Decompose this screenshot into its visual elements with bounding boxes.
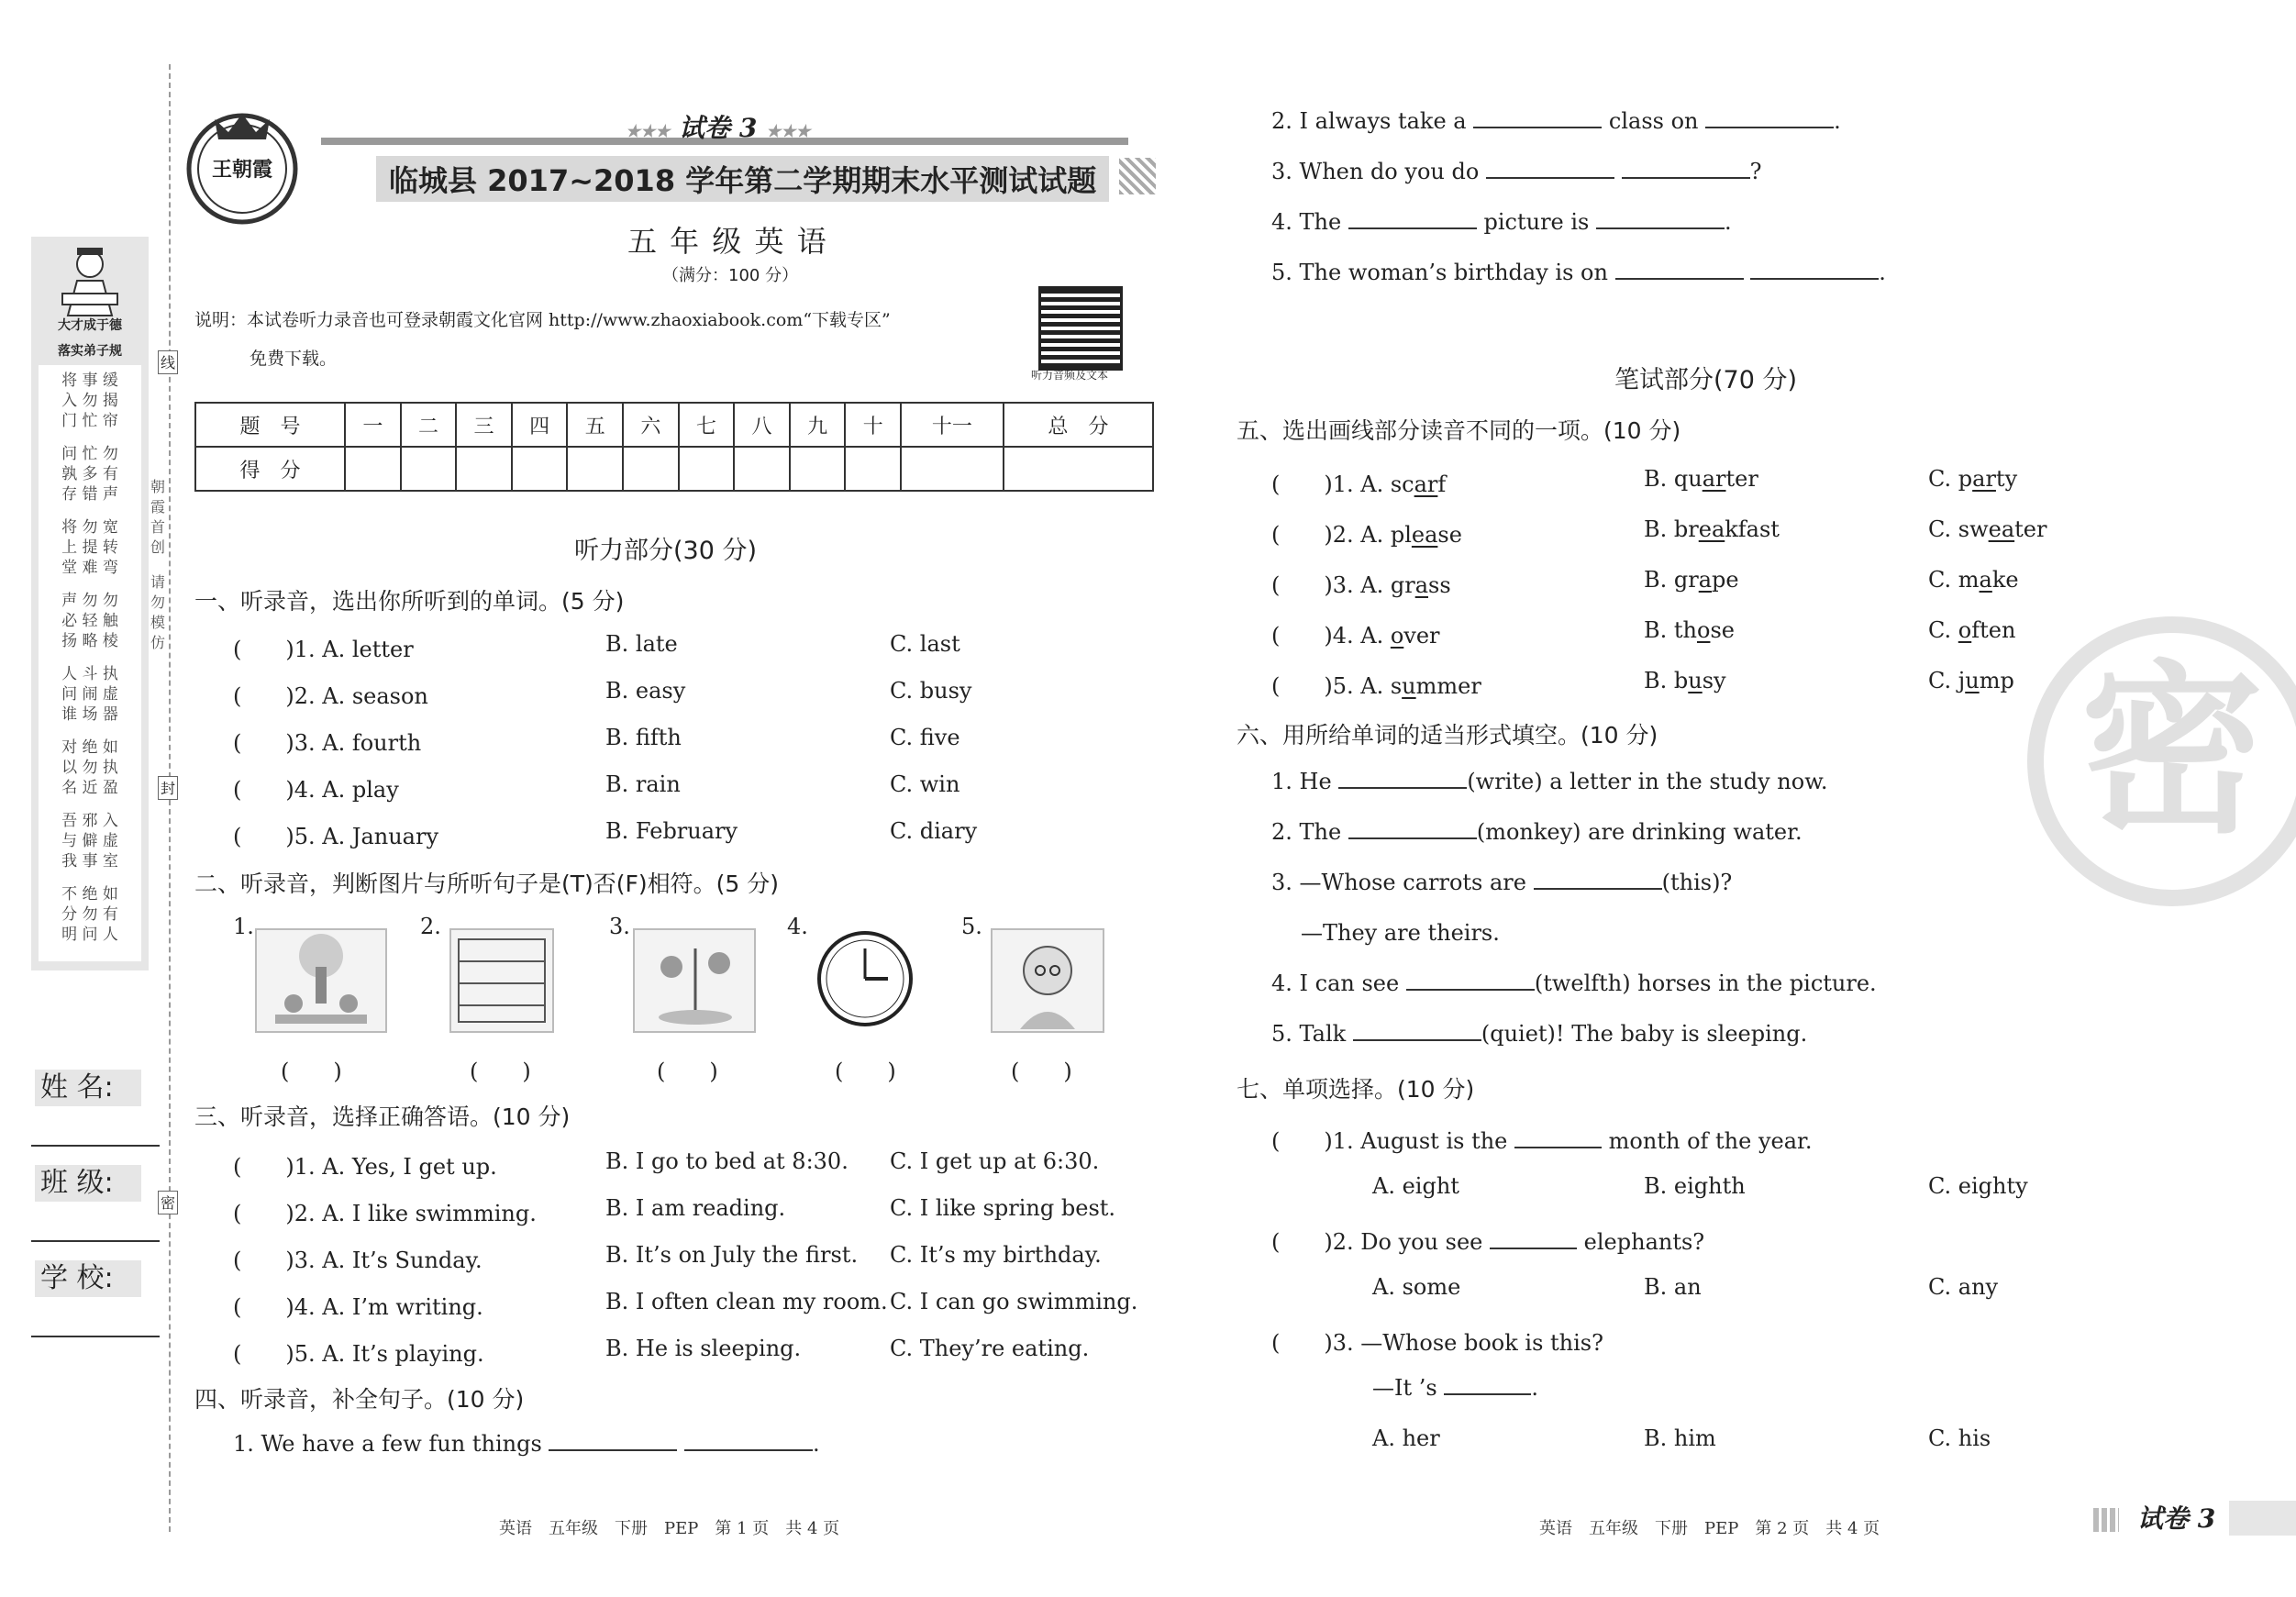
fill-blank[interactable] — [1615, 261, 1744, 280]
part7-q2-option-a[interactable]: A. some — [1372, 1274, 1461, 1300]
part3-option-c[interactable]: C. I get up at 6:30. — [890, 1148, 1100, 1174]
logo-text: 王朝霞 — [211, 158, 272, 182]
motto-row: 上 提 转 — [61, 538, 118, 557]
part3-option-c[interactable]: C. I can go swimming. — [890, 1289, 1138, 1314]
paper-tag: ★★★ 试卷 3 ★★★ — [626, 113, 811, 143]
part1-option-b[interactable]: B. easy — [605, 678, 686, 704]
part3-option-b[interactable]: B. It’s on July the first. — [605, 1242, 859, 1268]
part1-option-a[interactable]: ( )5. A. January — [233, 824, 439, 849]
part5-option-c[interactable]: C. make — [1928, 567, 2019, 593]
vertical-note-1: 朝霞首创 — [150, 478, 166, 556]
score-cell[interactable] — [456, 447, 512, 491]
part7-q3-option-b[interactable]: B. him — [1644, 1425, 1716, 1451]
part2-answer-paren[interactable]: ( ) — [1011, 1059, 1072, 1084]
fill-blank[interactable] — [1490, 1231, 1577, 1249]
part2-answer-paren[interactable]: ( ) — [657, 1059, 718, 1084]
seal-feng-char: 封 — [158, 776, 178, 800]
part6-sentence-3: 3. —Whose carrots are (this)? — [1271, 870, 1733, 895]
part7-question-2: ( )2. Do you see elephants? — [1271, 1229, 1705, 1255]
part4-sentence-2: 2. I always take a class on . — [1271, 108, 1841, 134]
footer-tag: 试卷 3 — [2137, 1503, 2216, 1534]
motto-top-1: 大才成于德 — [58, 318, 122, 333]
score-cell[interactable] — [734, 447, 790, 491]
part7-q2-option-b[interactable]: B. an — [1644, 1274, 1702, 1300]
part6-sentence-2: 2. The (monkey) are drinking water. — [1271, 819, 1802, 845]
school-field[interactable] — [31, 1336, 160, 1337]
fill-blank[interactable] — [1348, 821, 1477, 839]
score-cell[interactable] — [845, 447, 901, 491]
part5-option-c[interactable]: C. party — [1928, 466, 2018, 492]
part5-option-c[interactable]: C. often — [1928, 617, 2016, 643]
secret-seal-watermark — [2027, 616, 2296, 906]
part7-question-3: ( )3. —Whose book is this? — [1271, 1330, 1603, 1356]
picture-label: 5. — [961, 914, 982, 939]
exam-title: 临城县 2017~2018 学年第二学期期末水平测试试题 — [376, 156, 1109, 202]
part1-option-b[interactable]: B. late — [605, 631, 678, 657]
fill-blank[interactable] — [1348, 211, 1477, 229]
part7-question-3-reply: —It ’s . — [1372, 1375, 1538, 1401]
part1-option-c[interactable]: C. win — [890, 771, 960, 797]
motto-row: 人 斗 执 — [61, 665, 118, 683]
score-header-cell: 总 分 — [1004, 403, 1153, 447]
part4-sentence-5: 5. The woman’s birthday is on . — [1271, 260, 1886, 285]
part1-option-b[interactable]: B. rain — [605, 771, 681, 797]
score-cell[interactable] — [679, 447, 735, 491]
part5-option-a[interactable]: ( )1. A. scarf — [1271, 471, 1447, 497]
score-header-cell: 三 — [456, 403, 512, 447]
motto-row: 明 问 人 — [61, 926, 118, 944]
part2-answer-paren[interactable]: ( ) — [835, 1059, 896, 1084]
watermark-char: 密 — [2080, 645, 2264, 859]
fill-blank[interactable] — [1596, 211, 1725, 229]
fill-blank[interactable] — [1534, 871, 1662, 890]
fill-blank[interactable] — [1486, 161, 1614, 179]
part3-option-b[interactable]: B. I often clean my room. — [605, 1289, 888, 1314]
motto-row: 声 勿 勿 — [61, 592, 118, 610]
seal-mi-char: 密 — [158, 1191, 178, 1214]
picture-label: 3. — [609, 914, 630, 939]
score-header-cell: 题 号 — [195, 403, 345, 447]
star-icon: ★★★ — [766, 122, 811, 141]
score-cell[interactable] — [345, 447, 401, 491]
fill-blank[interactable] — [1406, 972, 1535, 991]
class-label: 班 级: — [35, 1165, 141, 1202]
motto-row: 不 绝 如 — [61, 885, 118, 904]
part5-option-b[interactable]: B. grape — [1644, 567, 1739, 593]
score-cell[interactable] — [512, 447, 568, 491]
part6-sentence-4: 4. I can see (twelfth) horses in the picture. — [1271, 970, 1877, 996]
part5-option-a[interactable]: ( )3. A. grass — [1271, 572, 1451, 598]
part7-question-1: ( )1. August is the month of the year. — [1271, 1128, 1813, 1154]
clock-icon — [815, 928, 915, 1029]
fill-blank[interactable] — [1338, 771, 1467, 789]
motto-row: 孰 多 有 — [61, 465, 118, 483]
part3-option-a[interactable]: ( )4. A. I’m writing. — [233, 1294, 483, 1320]
motto-panel — [39, 365, 141, 961]
fill-blank[interactable] — [1473, 110, 1602, 128]
part5-option-b[interactable]: B. quarter — [1644, 466, 1758, 492]
part7-q1-option-c[interactable]: C. eighty — [1928, 1173, 2028, 1199]
score-row-label: 得 分 — [195, 447, 345, 491]
scholar-illustration — [59, 244, 121, 317]
score-header-cell: 八 — [734, 403, 790, 447]
motto-row: 与 僻 虚 — [61, 832, 118, 850]
part7-title: 七、单项选择。(10 分) — [1237, 1076, 1475, 1103]
motto-row: 吾 邪 入 — [61, 812, 118, 830]
part1-option-c[interactable]: C. diary — [890, 818, 978, 844]
picture-woman-thinking — [991, 928, 1104, 1033]
part5-option-a[interactable]: ( )2. A. please — [1271, 522, 1462, 548]
part7-q1-option-a[interactable]: A. eight — [1372, 1173, 1459, 1199]
picture-label: 1. — [233, 914, 254, 939]
motto-row: 将 勿 宽 — [61, 518, 118, 537]
score-header-cell: 七 — [679, 403, 735, 447]
fill-blank[interactable] — [1514, 1130, 1602, 1148]
part6-sentence-3-reply: —They are theirs. — [1301, 920, 1500, 946]
name-label: 姓 名: — [35, 1070, 141, 1106]
part1-option-a[interactable]: ( )2. A. season — [233, 683, 428, 709]
part7-q1-option-b[interactable]: B. eighth — [1644, 1173, 1746, 1199]
picture-planting-tree — [633, 928, 756, 1033]
score-cell[interactable] — [623, 447, 679, 491]
part1-option-c[interactable]: C. five — [890, 725, 960, 750]
score-cell[interactable] — [401, 447, 457, 491]
fill-blank[interactable] — [1353, 1023, 1481, 1041]
motto-row: 问 忙 勿 — [61, 445, 118, 463]
fill-blank[interactable] — [1622, 161, 1750, 179]
motto-row: 门 忙 帘 — [61, 412, 118, 430]
part1-option-a[interactable]: ( )1. A. letter — [233, 637, 414, 662]
seal-line-char: 线 — [158, 350, 178, 374]
picture-supermarket-shelves — [449, 928, 554, 1033]
motto-row: 堂 难 弯 — [61, 559, 118, 577]
part1-option-b[interactable]: B. fifth — [605, 725, 682, 750]
note-line-1: 说明：本试卷听力录音也可登录朝霞文化官网 http://www.zhaoxiabook.com“下载专区” — [194, 310, 891, 330]
picture-family-under-tree — [255, 928, 387, 1033]
note-line-2: 免费下载。 — [250, 349, 338, 369]
qr-caption: 听力音频及文本 — [1031, 369, 1109, 382]
part3-option-c[interactable]: C. They’re eating. — [890, 1336, 1090, 1361]
writing-title: 笔试部分(70 分) — [1614, 366, 1798, 394]
header-decor-pattern — [1119, 158, 1156, 194]
name-field[interactable] — [31, 1145, 160, 1147]
fill-blank[interactable] — [549, 1433, 677, 1451]
fill-blank[interactable] — [684, 1433, 813, 1451]
part3-option-b[interactable]: B. I am reading. — [605, 1195, 786, 1221]
part3-title: 三、听录音，选择正确答语。(10 分) — [194, 1103, 571, 1130]
part5-option-a[interactable]: ( )4. A. over — [1271, 623, 1440, 649]
part5-option-c[interactable]: C. sweater — [1928, 516, 2047, 542]
listening-title: 听力部分(30 分) — [574, 537, 758, 565]
score-header-cell: 九 — [790, 403, 846, 447]
motto-row: 对 绝 如 — [61, 738, 118, 757]
footer-right: 英语 五年级 下册 PEP 第 2 页 共 4 页 — [1539, 1519, 1880, 1538]
part2-answer-paren[interactable]: ( ) — [470, 1059, 531, 1084]
part7-q3-option-c[interactable]: C. his — [1928, 1425, 1991, 1451]
footer-tag-band — [2229, 1501, 2296, 1536]
motto-top-2: 落实弟子规 — [58, 344, 122, 359]
part7-q2-option-c[interactable]: C. any — [1928, 1274, 1999, 1300]
subject-title: 五 年 级 英 语 — [627, 224, 828, 259]
score-header-cell: 五 — [567, 403, 623, 447]
part4-sentence-4: 4. The picture is . — [1271, 209, 1732, 235]
part4-title: 四、听录音，补全句子。(10 分) — [194, 1386, 525, 1413]
footer-decor — [2093, 1508, 2119, 1532]
full-score: （满分：100 分） — [662, 266, 799, 285]
part5-title: 五、选出画线部分读音不同的一项。(10 分) — [1237, 417, 1681, 444]
fill-blank[interactable] — [1444, 1377, 1531, 1395]
part1-option-b[interactable]: B. February — [605, 818, 738, 844]
class-field[interactable] — [31, 1240, 160, 1242]
motto-row: 存 错 声 — [61, 485, 118, 504]
part3-option-c[interactable]: C. I like spring best. — [890, 1195, 1116, 1221]
motto-row: 我 事 室 — [61, 852, 118, 871]
score-cell[interactable] — [901, 447, 1004, 491]
part2-title: 二、听录音，判断图片与所听句子是(T)否(F)相符。(5 分) — [194, 871, 780, 897]
vertical-note-2: 请勿模仿 — [150, 573, 166, 651]
part3-option-a[interactable]: ( )2. A. I like swimming. — [233, 1201, 537, 1226]
picture-label: 4. — [787, 914, 808, 939]
motto-row: 入 勿 揭 — [61, 392, 118, 410]
part6-sentence-1: 1. He (write) a letter in the study now. — [1271, 769, 1828, 794]
footer-left: 英语 五年级 下册 PEP 第 1 页 共 4 页 — [499, 1519, 840, 1538]
part1-option-c[interactable]: C. last — [890, 631, 960, 657]
fill-blank[interactable] — [1750, 261, 1879, 280]
school-label: 学 校: — [35, 1260, 141, 1297]
score-header-cell: 六 — [623, 403, 679, 447]
motto-row: 名 近 盈 — [61, 779, 118, 797]
motto-row: 必 轻 触 — [61, 612, 118, 630]
motto-row: 分 勿 有 — [61, 905, 118, 924]
score-header-cell: 十 — [845, 403, 901, 447]
part5-option-b[interactable]: B. those — [1644, 617, 1735, 643]
part2-answer-paren[interactable]: ( ) — [281, 1059, 342, 1084]
part4-sentence-1: 1. We have a few fun things . — [233, 1431, 820, 1457]
part6-title: 六、用所给单词的适当形式填空。(10 分) — [1237, 722, 1658, 749]
score-cell[interactable] — [1004, 447, 1153, 491]
part5-option-b[interactable]: B. breakfast — [1644, 516, 1780, 542]
score-header-cell: 一 — [345, 403, 401, 447]
part1-option-a[interactable]: ( )3. A. fourth — [233, 730, 422, 756]
score-cell[interactable] — [790, 447, 846, 491]
part3-option-a[interactable]: ( )3. A. It’s Sunday. — [233, 1248, 482, 1273]
fill-blank[interactable] — [1705, 110, 1834, 128]
part5-option-b[interactable]: B. busy — [1644, 668, 1726, 693]
zhaoxia-logo — [178, 101, 306, 229]
part3-option-b[interactable]: B. He is sleeping. — [605, 1336, 802, 1361]
part1-option-c[interactable]: C. busy — [890, 678, 972, 704]
part1-option-a[interactable]: ( )4. A. play — [233, 777, 399, 803]
picture-label: 2. — [420, 914, 441, 939]
part5-option-a[interactable]: ( )5. A. summer — [1271, 673, 1481, 699]
score-header-cell: 二 — [401, 403, 457, 447]
score-header-cell: 十一 — [901, 403, 1004, 447]
score-cell[interactable] — [567, 447, 623, 491]
score-table — [194, 402, 1154, 492]
motto-row: 将 事 缓 — [61, 372, 118, 390]
motto-row: 谁 场 器 — [61, 705, 118, 724]
part3-option-c[interactable]: C. It’s my birthday. — [890, 1242, 1102, 1268]
part6-sentence-5: 5. Talk (quiet)! The baby is sleeping. — [1271, 1021, 1808, 1047]
part4-sentence-3: 3. When do you do ? — [1271, 159, 1762, 184]
score-header-cell: 四 — [512, 403, 568, 447]
part3-option-b[interactable]: B. I go to bed at 8:30. — [605, 1148, 849, 1174]
star-icon: ★★★ — [626, 122, 671, 141]
part7-q3-option-a[interactable]: A. her — [1372, 1425, 1440, 1451]
part5-option-c[interactable]: C. jump — [1928, 668, 2014, 693]
part3-option-a[interactable]: ( )5. A. It’s playing. — [233, 1341, 484, 1367]
motto-row: 以 勿 执 — [61, 759, 118, 777]
motto-row: 问 闹 虚 — [61, 685, 118, 704]
part1-title: 一、听录音，选出你所听到的单词。(5 分) — [194, 588, 625, 615]
motto-row: 扬 略 棱 — [61, 632, 118, 650]
part3-option-a[interactable]: ( )1. A. Yes, I get up. — [233, 1154, 497, 1180]
qr-code-icon — [1038, 286, 1123, 371]
